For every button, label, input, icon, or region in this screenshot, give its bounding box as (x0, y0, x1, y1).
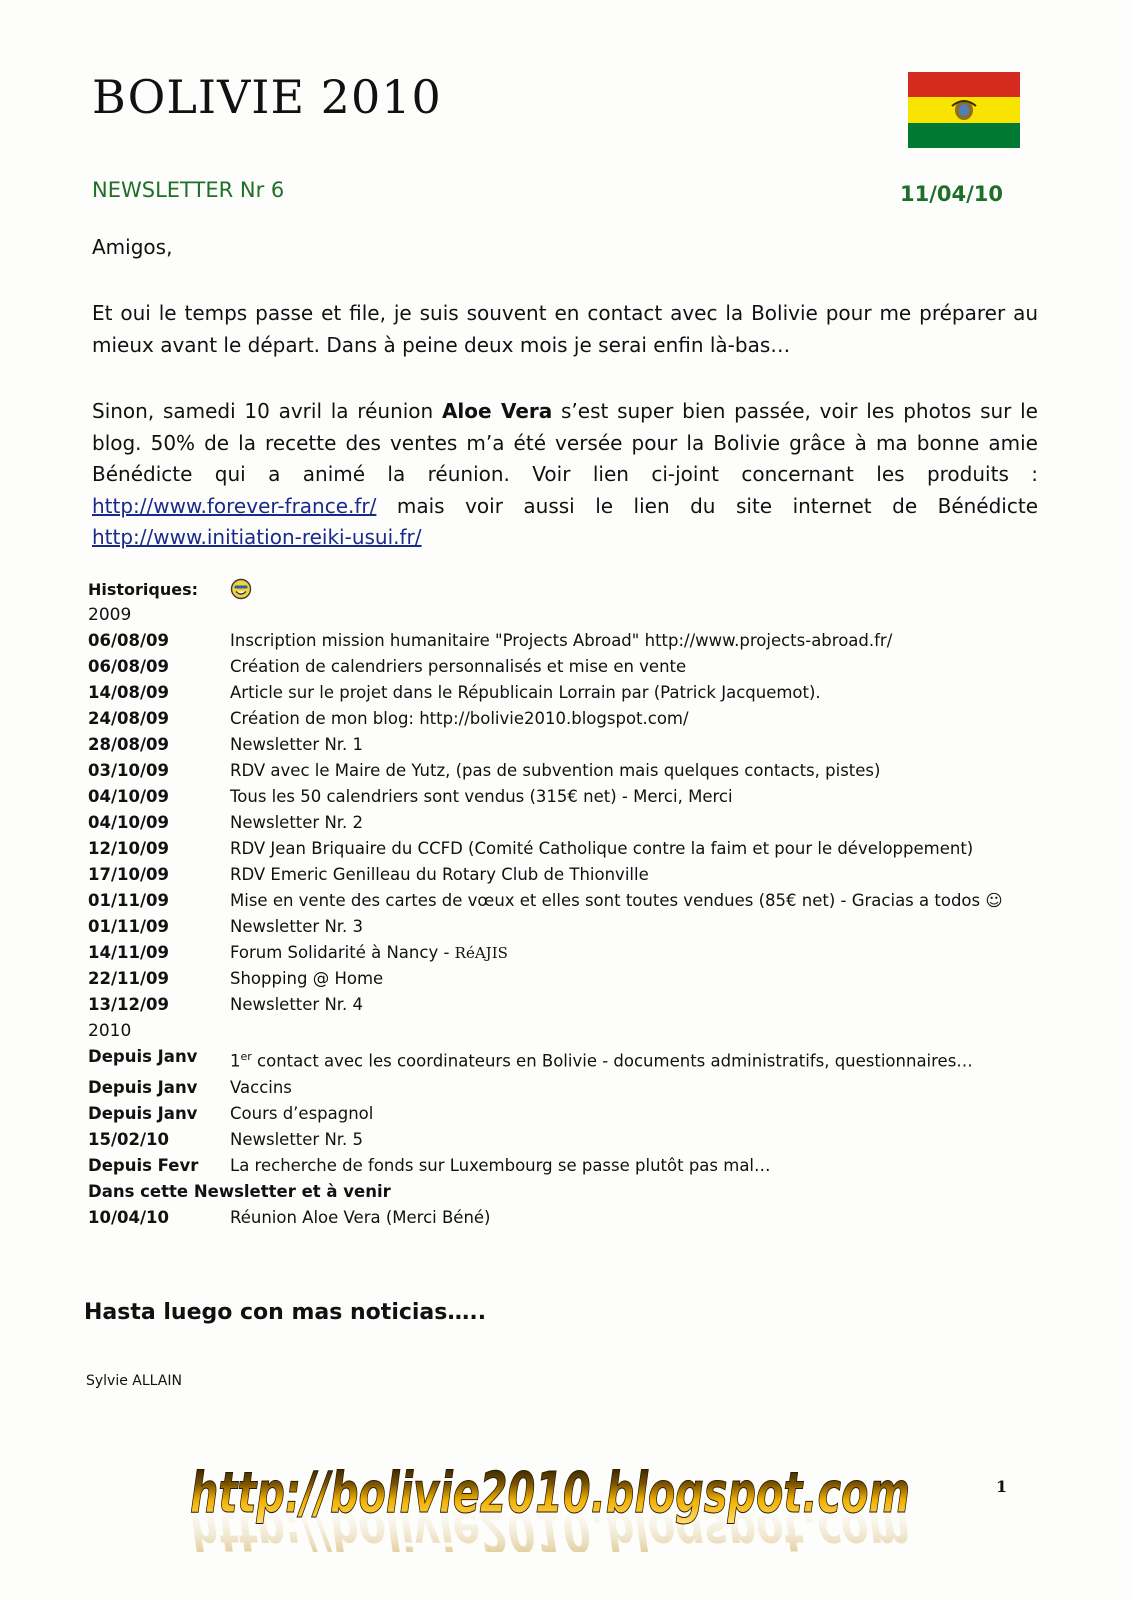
history-date: 04/10/09 (88, 813, 169, 832)
history-date: 04/10/09 (88, 787, 169, 806)
aloe-vera-bold: Aloe Vera (441, 399, 553, 423)
history-row (88, 1153, 1048, 1179)
history-date: 01/11/09 (88, 891, 169, 910)
history-text-main: Newsletter Nr. 4 (230, 995, 364, 1014)
history-text-main: La recherche de fonds sur Luxembourg se passe plutôt pas mal… (230, 1155, 771, 1175)
newsletter-date: 11/04/10 (900, 182, 1004, 206)
history-date: Depuis Janv (88, 1047, 198, 1066)
history-date: 01/11/09 (88, 917, 169, 936)
history-text (230, 966, 1048, 992)
history-date: 17/10/09 (88, 865, 169, 884)
history-date: Depuis Fevr (88, 1155, 199, 1175)
upcoming-list (88, 1205, 1048, 1231)
flag-red-stripe (908, 72, 1020, 97)
history-text (230, 940, 1048, 966)
paragraph-text: mais voir aussi le lien du site internet de Bénédicte (376, 493, 1038, 518)
history-date: 13/12/09 (88, 995, 169, 1014)
history-row (88, 706, 1048, 732)
history-text-main: Création de mon blog: http://bolivie2010.blogspot.com/ (230, 709, 689, 728)
history-date: Depuis Janv (88, 1103, 198, 1123)
paragraph-intro: Et oui le temps passe et file, je suis souvent en contact avec la Bolivie pour me préparer au mieux avant le départ. Dans à peine deux mois je serai enfin là-bas… (92, 301, 1038, 357)
history-row (88, 992, 1048, 1018)
history-text-main: RDV Jean Briquaire du CCFD (Comité Catholique contre la faim et pour le développement) (230, 839, 974, 858)
history-text-main: contact avec les coordinateurs en Bolivie - documents administratifs, questionnaires… (251, 1051, 973, 1071)
history-date: 10/04/10 (88, 1207, 169, 1227)
history-row (88, 810, 1048, 836)
history-text (230, 628, 1048, 654)
upcoming-heading: Dans cette Newsletter et à venir (88, 1181, 391, 1201)
closing-line: Hasta luego con mas noticias….. (84, 1300, 487, 1325)
history-header (88, 576, 1048, 602)
history-text-main: Newsletter Nr. 1 (230, 735, 364, 754)
history-text-main: Vaccins (230, 1077, 292, 1097)
bolivia-flag-icon (908, 72, 1020, 148)
history-text (230, 1044, 1048, 1075)
forever-france-link[interactable]: http://www.forever-france.fr/ (92, 493, 377, 518)
history-date: 06/08/09 (88, 657, 169, 676)
history-text (230, 862, 1048, 888)
history-text (230, 680, 1048, 706)
history-date: 24/08/09 (88, 709, 169, 728)
history-text-main: Mise en vente des cartes de vœux et elles sont toutes vendues (85€ net) - Gracias a todos ☺ (230, 891, 1003, 910)
history-text-main: RDV Emeric Genilleau du Rotary Club de Thionville (230, 865, 649, 884)
history-row (88, 966, 1048, 992)
history-row (88, 888, 1048, 914)
history-row (88, 1205, 1048, 1231)
history-row (88, 914, 1048, 940)
history-text (230, 1205, 1048, 1231)
history-label: Historiques: (88, 579, 199, 599)
history-text-main: Création de calendriers personnalisés et mise en vente (230, 657, 687, 676)
paragraph-text: s’est super bien passée, voir les photos sur le blog. 50% de la recette des ventes m’a été versée pour la Bolivie grâce à ma bonne amie Bénédicte qui a animé la réunion. Voir lien ci-joint concernant les produits : (92, 399, 1038, 486)
history-date: 06/08/09 (88, 631, 169, 650)
history-text (230, 706, 1048, 732)
history-text (230, 810, 1048, 836)
smiley-icon (230, 578, 252, 600)
history-text-main: Newsletter Nr. 3 (230, 917, 364, 936)
history-text (230, 1075, 1048, 1101)
history-text-main: Cours d’espagnol (230, 1103, 374, 1123)
history-row (88, 836, 1048, 862)
history-row (88, 1101, 1048, 1127)
history-text-superscript: er (240, 1050, 252, 1063)
newsletter-number: NEWSLETTER Nr 6 (92, 178, 285, 202)
history-row (88, 862, 1048, 888)
paragraph-aloe-vera (92, 396, 1038, 554)
history-date: 14/11/09 (88, 943, 169, 962)
history-text (230, 914, 1048, 940)
reiki-usui-link[interactable]: http://www.initiation-reiki-usui.fr/ (92, 525, 422, 549)
history-row (88, 758, 1048, 784)
history-text (230, 758, 1048, 784)
blog-url-banner (150, 1432, 950, 1552)
history-date: Depuis Janv (88, 1077, 198, 1097)
history-text-main: RDV avec le Maire de Yutz, (pas de subvention mais quelques contacts, pistes) (230, 761, 881, 780)
history-row (88, 680, 1048, 706)
history-date: 22/11/09 (88, 969, 169, 988)
history-text-prefix: 1 (230, 1051, 241, 1071)
history-row (88, 654, 1048, 680)
history-list-2009 (88, 628, 1048, 1018)
history-row (88, 628, 1048, 654)
history-text-main: Shopping @ Home (230, 969, 384, 988)
document-title: BOLIVIE 2010 (92, 70, 442, 124)
history-text (230, 836, 1048, 862)
history-section (88, 576, 1048, 1231)
history-text-main: Forum Solidarité à Nancy - (230, 943, 455, 962)
history-text (230, 1127, 1048, 1153)
blog-url-text: http://bolivie2010.blogspot.com (190, 1461, 910, 1526)
flag-green-stripe (908, 123, 1020, 148)
history-text (230, 1153, 1048, 1179)
history-date: 03/10/09 (88, 761, 169, 780)
history-text-main: Réunion Aloe Vera (Merci Béné) (230, 1207, 491, 1227)
history-row (88, 732, 1048, 758)
history-date: 14/08/09 (88, 683, 169, 702)
history-text-main: Newsletter Nr. 2 (230, 813, 364, 832)
signature: Sylvie ALLAIN (86, 1373, 182, 1389)
history-date: 12/10/09 (88, 839, 169, 858)
history-row (88, 1075, 1048, 1101)
history-text-extra: RéAJIS (454, 944, 508, 962)
page-number: 1 (996, 1477, 1008, 1496)
history-date: 15/02/10 (88, 1129, 169, 1149)
history-text (230, 654, 1048, 680)
history-text (230, 888, 1048, 914)
history-date: 28/08/09 (88, 735, 169, 754)
paragraph-text: Sinon, samedi 10 avril la réunion (92, 399, 442, 423)
history-text (230, 784, 1048, 810)
history-text (230, 732, 1048, 758)
history-text-main: Inscription mission humanitaire "Projects Abroad" http://www.projects-abroad.fr/ (230, 631, 893, 650)
history-row (88, 1127, 1048, 1153)
history-list-2010 (88, 1044, 1048, 1179)
history-row (88, 784, 1048, 810)
history-text-main: Article sur le projet dans le Républicain Lorrain par (Patrick Jacquemot). (230, 683, 821, 702)
history-row (88, 1044, 1048, 1075)
history-row (88, 940, 1048, 966)
year-2009: 2009 (88, 605, 132, 625)
greeting: Amigos, (92, 235, 173, 259)
blog-url-reflection: http://bolivie2010.blogspot.com (190, 1498, 910, 1552)
history-text (230, 992, 1048, 1018)
year-2010: 2010 (88, 1021, 132, 1041)
history-text (230, 1101, 1048, 1127)
history-text-main: Newsletter Nr. 5 (230, 1129, 364, 1149)
history-text-main: Tous les 50 calendriers sont vendus (315€ net) - Merci, Merci (230, 787, 733, 806)
